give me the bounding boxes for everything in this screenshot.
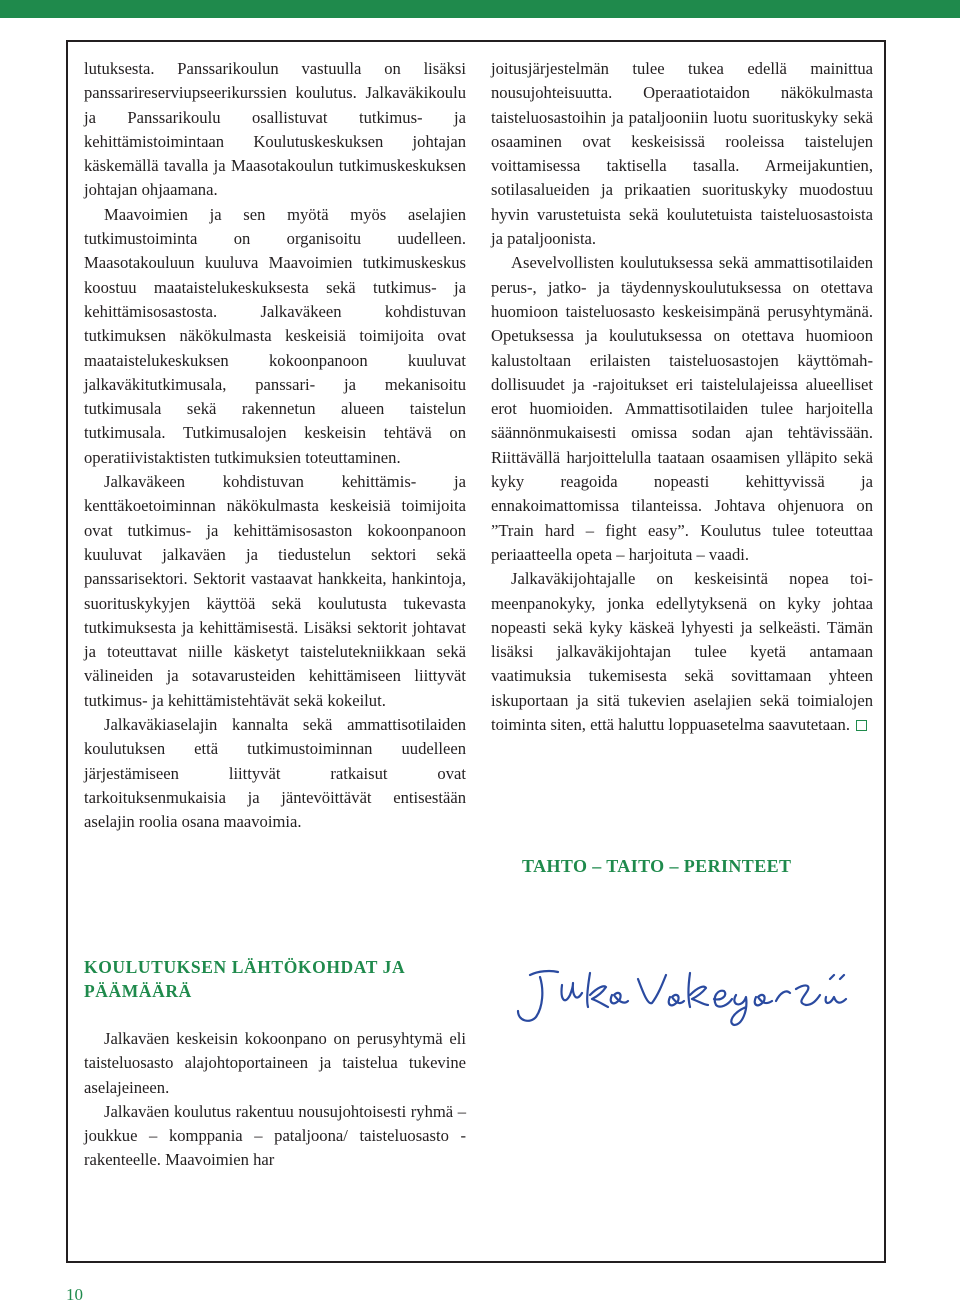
paragraph: lutuksesta. Panssarikoulun vastuulla on lisäksi panssarireserviupseerikurssien koulutus. Jalkaväkikoulu ja Panssarikoulu osallistuvat tutkimus- ja kehittämistoimintaan Koulutuskeskuksen johtajan käskemällä tavalla ja Maasotakoulun tutkimuskeskuksen johtajan ohjaamana. [84, 59, 466, 200]
end-of-article-icon [856, 720, 867, 731]
paragraph-last [491, 567, 873, 737]
page-number: 10 [66, 1285, 83, 1304]
paragraph: Jalkaväen keskeisin kokoonpano on perusyhtymä eli taisteluosasto alajohtoportaineen ja taistelua tukevine aselajeineen. [84, 1029, 466, 1097]
paragraph: Jalkaväkiaselajin kannalta sekä ammattisotilaiden koulutuksen että tutkimustoiminnan uudelleen järjestämiseen liittyvät ratkaisut ovat tarkoituksenmukaisia ja jäntevöittävät entisestään aselajin roolia osana maavoimia. [84, 715, 466, 832]
paragraph: Jalkaväen koulutus rakentuu nousujohtoisesti ryhmä – joukkue – komppania – pataljoona/ taisteluosasto -rakenteelle. Maavoimien har [84, 1101, 466, 1170]
paragraph: Jalkaväkeen kohdistuvan kehittämis- ja kenttäkoetoiminnan näkökulmasta keskeisiä toimijoita ovat tutkimus- ja kehittämisosaston kokoonpanoon kuuluvat jalkaväen ja tiedustelun sektori sekä panssarisektori. Sektorit vastaavat hankkeita, hankintoja, suorituskykyjen käyttöä sekä koulutusta tukevasta tutkimuksesta ja kehittämisestä. Lisäksi sektorit johtavat ja toteuttavat niille käsketyt taistelutekniikkaan sekä välineiden ja sotavarusteiden kehittämiseen liittyvät tutkimus- ja kehittämistehtävät sekä kokeilut. [84, 472, 466, 710]
right-column [491, 57, 873, 737]
left-column [84, 57, 466, 835]
paragraph: Asevelvollisten koulutuksessa sekä ammattisotilaiden perus-, jatko- ja täydennyskoulutuksessa on otettava huomioon taisteluosasto keskeisimpänä perusyhtymänä. Opetuksessa ja koulutuksessa on otettava huomioon kalustoltaan erilaisten taisteluosastojen käyttömahdollisuudet ja -rajoitukset eri taistelulajeissa alueelliset erot huomioiden. Ammattisotilaiden tulee harjoitella säännönmukaisesti omissa sodan ajan tehtävissään. Riittävällä harjoittelulla taataan osaamisen ylläpito sekä kyky reagoida nopeasti kehittyvissä ja ennakoimattomissa tilanteissa. Johtava ohjenuora on ”Train hard – fight easy”. Koulutus tulee toteuttaa periaatteella opeta – harjoituta – vaadi. [491, 253, 873, 564]
paragraph: Maavoimien ja sen myötä myös aselajien tutkimustoiminta on organisoitu uudelleen. Maasotakouluun kuuluva Maavoimien tutkimuskeskus koostuu maataistelukeskuksesta sekä tutkimus- ja kehittämisosastosta. Jalkaväkeen kohdistuvan tutkimuksen näkökulmasta keskeisiä toimijoita ovat maataistelukeskuksen kokoonpanoon kuuluvat jalkaväkitutkimusala, panssari- ja mekanisoitu tutkimusala sekä rakennetun alueen taistelun tutkimusala. Tutkimusalojen keskeisin tehtävä on operatiivistaktisten tutkimuksien toteuttaminen. [84, 204, 466, 467]
paragraph-text: Jalkaväkijohtajalle on keskeisintä nopea toimeenpanokyky, jonka edellytyksenä on kyky johtaa nopeasti sekä kyky käskeä lyhyesti ja selkeästi. Tämän lisäksi jalkaväkijohtajan tulee kyetä antamaan vaatimuksia tukemisesta sekä sovittamaan yhteen iskuportaan ja sitä tukevien aselajien sekä toimialojen toiminta siten, että haluttu loppuasetelma saavutetaan. [491, 569, 873, 735]
bottom-left-column [84, 1027, 466, 1173]
signature [510, 955, 870, 1030]
top-color-bar [0, 0, 960, 18]
motto: TAHTO – TAITO – PERINTEET [522, 856, 792, 876]
section-heading: KOULUTUKSEN LÄHTÖKOHDAT JA PÄÄMÄÄRÄ [84, 957, 405, 1001]
paragraph: joitusjärjestelmän tulee tukea edellä mainittua nousujohteisuutta. Operaatiotaidon näkökulmasta taisteluosastoihin ja pataljooniin luotu suorituskyky sekä osaaminen ovat keskeisissä rooleissa taistelujen voittamisessa taktisella tasalla. Armeijakuntien, sotilasalueiden ja prikaatien suorituskyky muodostuu hyvin varustetuista sekä koulutetuista taisteluosastoista ja pataljoonista. [491, 59, 873, 249]
